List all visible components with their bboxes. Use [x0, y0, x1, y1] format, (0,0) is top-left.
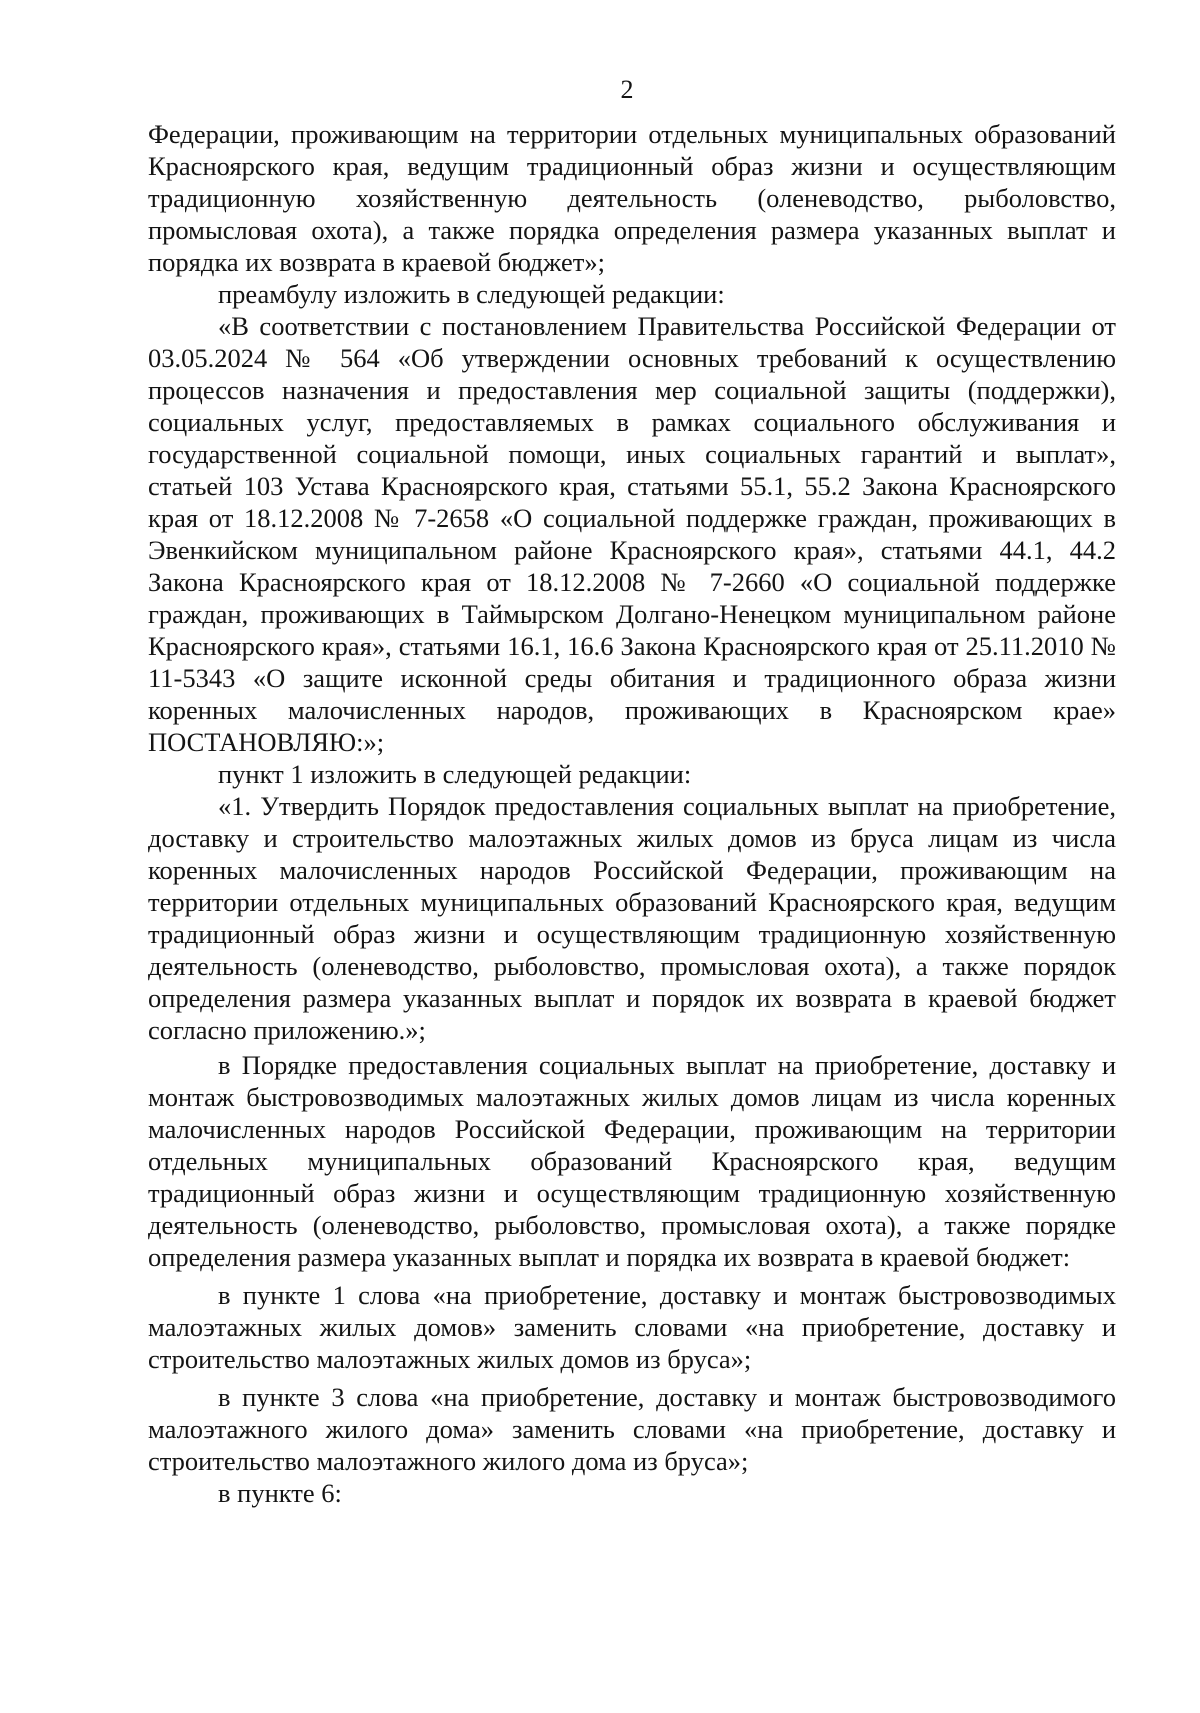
- paragraph-point3-amendment: в пункте 3 слова «на приобретение, доставку и монтаж быстровозводимого малоэтажного жилого дома» заменить словами «на приобретение, доставку и строительство малоэтажного жилого дома из бруса»;: [148, 1382, 1116, 1476]
- document-body: [148, 118, 1116, 1509]
- paragraph-point6-intro: в пункте 6:: [218, 1478, 342, 1508]
- page-number: 2: [620, 75, 634, 104]
- paragraph-procedure-amendments: в Порядке предоставления социальных выплат на приобретение, доставку и монтаж быстровозводимых малоэтажных жилых домов лицам из числа коренных малочисленных народов Российской Федерации, проживающим на территории отдельных муниципальных образований Красноярского края, ведущим традиционный образ жизни и осуществляющим традиционную хозяйственную деятельность (оленеводство, рыболовство, промысловая охота), а также порядке определения размера указанных выплат и порядка их возврата в краевой бюджет:: [148, 1050, 1116, 1272]
- paragraph-point1-amendment: в пункте 1 слова «на приобретение, доставку и монтаж быстровозводимых малоэтажных жилых домов» заменить словами «на приобретение, доставку и строительство малоэтажных жилых домов из бруса»;: [148, 1280, 1116, 1374]
- paragraph-preamble-instruction: преамбулу изложить в следующей редакции:: [218, 279, 725, 309]
- paragraph-item1-text: «1. Утвердить Порядок предоставления социальных выплат на приобретение, доставку и строительство малоэтажных жилых домов из бруса лицам из числа коренных малочисленных народов Российской Федерации, проживающим на территории отдельных муниципальных образований Красноярского края, ведущим традиционный образ жизни и осуществляющим традиционную хозяйственную деятельность (оленеводство, рыболовство, промысловая охота), а также порядок определения размера указанных выплат и порядок их возврата в краевой бюджет согласно приложению.»;: [148, 791, 1116, 1045]
- paragraph-item1-instruction: пункт 1 изложить в следующей редакции:: [218, 759, 692, 789]
- paragraph-preamble-text: «В соответствии с постановлением Правительства Российской Федерации от 03.05.2024 № 564 «Об утверждении основных требований к осуществлению процессов назначения и предоставления мер социальной защиты (поддержки), социальных услуг, предоставляемых в рамках социального обслуживания и государственной социальной помощи, иных социальных гарантий и выплат», статьей 103 Устава Красноярского края, статьями 55.1, 55.2 Закона Красноярского края от 18.12.2008 № 7-2658 «О социальной поддержке граждан, проживающих в Эвенкийском муниципальном районе Красноярского края», статьями 44.1, 44.2 Закона Красноярского края от 18.12.2008 № 7-2660 «О социальной поддержке граждан, проживающих в Таймырском Долгано-Ненецком муниципальном районе Красноярского края», статьями 16.1, 16.6 Закона Красноярского края от 25.11.2010 № 11-5343 «О защите исконной среды обитания и традиционного образа жизни коренных малочисленных народов, проживающих в Красноярском крае» ПОСТАНОВЛЯЮ:»;: [148, 311, 1116, 757]
- paragraph-continuation: Федерации, проживающим на территории отдельных муниципальных образований Красноярского края, ведущим традиционный образ жизни и осуществляющим традиционную хозяйственную деятельность (оленеводство, рыболовство, промысловая охота), а также порядка определения размера указанных выплат и порядка их возврата в краевой бюджет»;: [148, 119, 1116, 277]
